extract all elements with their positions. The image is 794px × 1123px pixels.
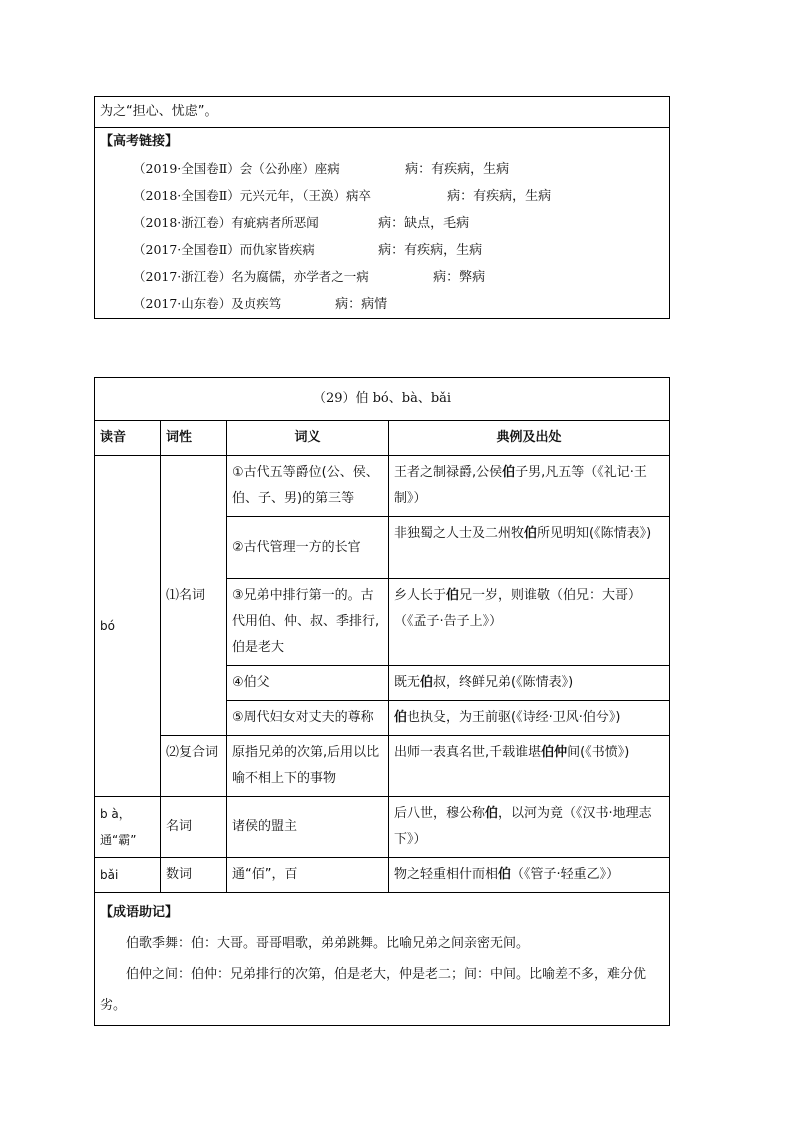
example-cell: 物之轻重相什而相伯（《管子·轻重乙》）	[389, 858, 670, 893]
link-source: （2018·浙江卷）有疵病者所恶闻	[133, 215, 319, 230]
link-meaning: 病：缺点，毛病	[378, 216, 470, 231]
headword: 伯	[524, 526, 538, 541]
meaning-cell: 通“佰”，百	[227, 858, 389, 893]
gaokao-link-box	[94, 96, 670, 319]
reading-bo: bó	[95, 456, 161, 797]
gaokao-link-heading: 【高考链接】	[100, 134, 179, 149]
reading-ba: b à，通“霸”	[95, 797, 161, 858]
example-cell: 后八世，穆公称伯，以河为竟（《汉书·地理志下》）	[389, 797, 670, 858]
gaokao-link-item	[95, 155, 669, 182]
pos-numeral: 数词	[161, 858, 227, 893]
link-meaning: 病：病情	[335, 297, 388, 312]
idiom-line: 伯歌季舞：伯：大哥。哥哥唱歌，弟弟跳舞。比喻兄弟之间亲密无间。	[126, 936, 530, 951]
link-meaning: 病：弊病	[433, 270, 486, 285]
meaning-cell: ⑤周代妇女对丈夫的尊称	[227, 701, 389, 736]
meaning-cell: ②古代管理一方的长官	[227, 517, 389, 579]
headword: 伯仲	[541, 745, 568, 760]
headword: 伯	[498, 867, 512, 882]
headword: 伯	[420, 675, 434, 690]
meaning-cell: 原指兄弟的次第,后用以比喻不相上下的事物	[227, 736, 389, 797]
example-cell: 乡人长于伯兄一岁，则谁敬（伯兄：大哥）（《孟子·告子上》）	[389, 579, 670, 666]
example-cell: 既无伯叔，终鲜兄弟(《陈情表》)	[389, 666, 670, 701]
gaokao-link-item	[95, 290, 669, 317]
example-cell: 伯也执殳，为王前驱(《诗经·卫风·伯兮》)	[389, 701, 670, 736]
pos-noun: ⑴名词	[161, 456, 227, 736]
entry-title: （29）伯 bó、bà、bǎi	[95, 378, 670, 421]
header-reading: 读音	[95, 421, 161, 456]
example-cell: 出师一表真名世,千载谁堪伯仲间(《书愤》)	[389, 736, 670, 797]
pos-compound: ⑵复合词	[161, 736, 227, 797]
link-source: （2017·浙江卷）名为腐儒，亦学者之一病	[133, 269, 369, 284]
example-cell: 非独蜀之人士及二州牧伯所见明知(《陈情表》)	[389, 517, 670, 579]
headword: 伯	[502, 465, 516, 480]
meaning-cell: ④伯父	[227, 666, 389, 701]
word-bo-table	[94, 377, 670, 1026]
link-source: （2019·全国卷Ⅱ）会（公孙座）座病	[133, 161, 340, 176]
link-source: （2017·全国卷Ⅱ）而仇家皆疾病	[133, 242, 315, 257]
reading-bai: bǎi	[95, 858, 161, 893]
gaokao-link-item	[95, 263, 669, 290]
link-meaning: 病：有疾病，生病	[405, 162, 510, 177]
pos-noun-ba: 名词	[161, 797, 227, 858]
carry-over-line: 为之“担心、忧虑”。	[95, 97, 669, 128]
header-meaning: 词义	[227, 421, 389, 456]
link-source: （2018·全国卷Ⅱ）元兴元年，（王涣）病卒	[133, 188, 372, 203]
gaokao-link-item	[95, 236, 669, 263]
gaokao-link-item	[95, 182, 669, 209]
meaning-cell: ③兄弟中排行第一的。古代用伯、仲、叔、季排行,伯是老大	[227, 579, 389, 666]
gaokao-link-item	[95, 209, 669, 236]
headword: 伯	[394, 710, 408, 725]
header-example: 典例及出处	[389, 421, 670, 456]
meaning-cell: 诸侯的盟主	[227, 797, 389, 858]
idiom-line: 伯仲之间：伯仲：兄弟排行的次第，伯是老大，仲是老二；间：中间。比喻差不多，难分优劣。	[100, 967, 647, 1013]
meaning-cell: ①古代五等爵位(公、侯、伯、子、男)的第三等	[227, 456, 389, 517]
headword: 伯	[446, 588, 460, 603]
idiom-heading: 【成语助记】	[100, 905, 179, 920]
header-pos: 词性	[161, 421, 227, 456]
link-source: （2017·山东卷）及贞疾笃	[133, 296, 282, 311]
link-meaning: 病：有疾病，生病	[378, 243, 483, 258]
headword: 伯	[485, 806, 499, 821]
example-cell: 王者之制禄爵,公侯伯子男,凡五等（《礼记·王制》）	[389, 456, 670, 517]
link-meaning: 病：有疾病，生病	[447, 189, 552, 204]
idiom-notes	[95, 893, 670, 1026]
